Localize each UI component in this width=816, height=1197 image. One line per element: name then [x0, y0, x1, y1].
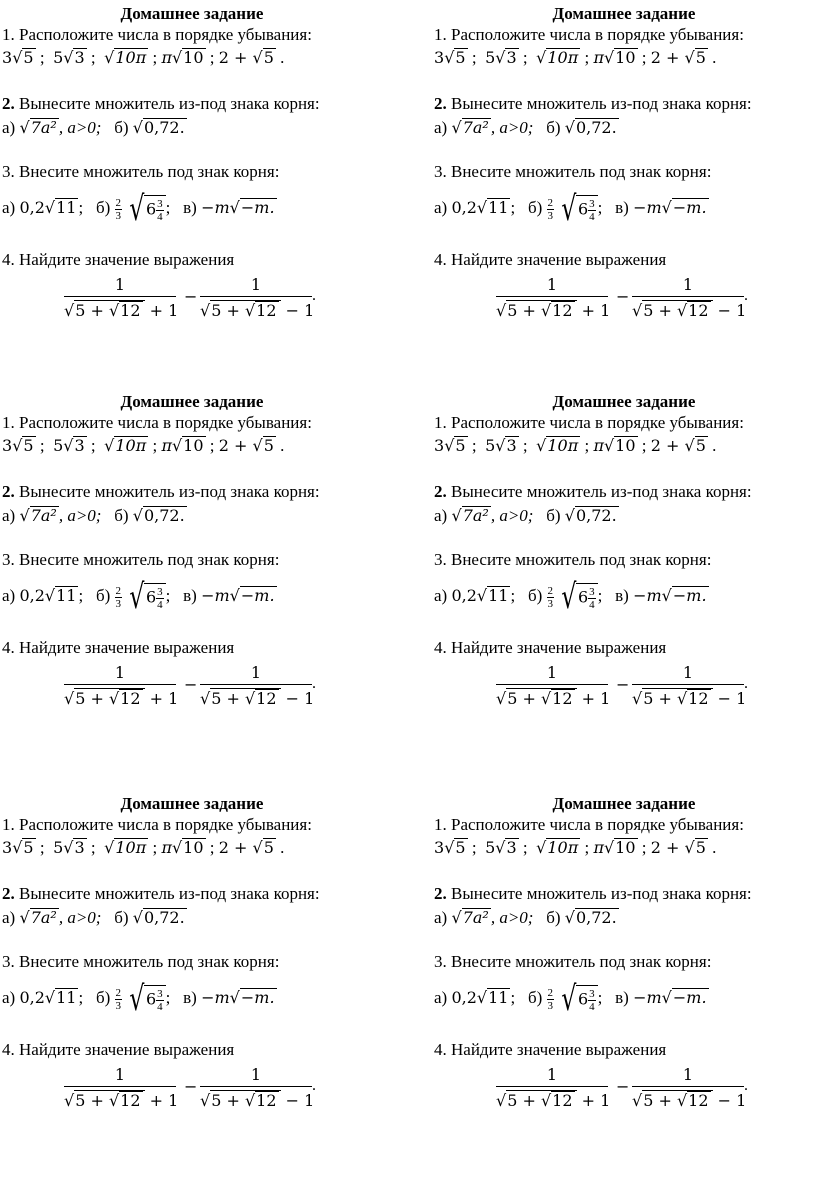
task-4-text: 4. Найдите значение выражения — [434, 638, 667, 657]
card-title: Домашнее задание — [552, 4, 696, 23]
card-title: Домашнее задание — [552, 794, 696, 813]
task-1-text: 1. Расположите числа в порядке убывания: — [2, 25, 312, 44]
task-3-text: 3. Внесите множитель под знак корня: — [434, 952, 712, 971]
homework-card — [434, 392, 814, 752]
task-2-items: а) √7a² , a>0; б) √0,72. — [434, 118, 617, 137]
fraction-2: 1 √5 + √12 − 1 — [200, 275, 315, 320]
task-2-items: а) √7a² , a>0; б) √0,72. — [434, 506, 617, 525]
homework-card — [2, 4, 382, 364]
task-2-items: а) √7a² , a>0; б) √0,72. — [434, 908, 617, 927]
fraction-2: 1 √5 + √12 − 1 — [632, 275, 747, 320]
task-2-text: 2. Вынесите множитель из-под знака корня: — [434, 482, 752, 501]
card-title: Домашнее задание — [552, 392, 696, 411]
task-3-items: а) 0,2√11 ; б) $\frac{2}{3}$ √6 $\frac{3}{4}$ ; в) −m√−m. — [2, 577, 275, 617]
task-3-text: 3. Внесите множитель под знак корня: — [434, 162, 712, 181]
task-2-text: 2. Вынесите множитель из-под знака корня: — [2, 94, 320, 113]
task-4-expression: 1 √5 + √12 + 1 − 1 √5 + √12 − 1 . — [496, 274, 756, 330]
fraction-2: 1 √5 + √12 − 1 — [200, 663, 315, 708]
task-3-text: 3. Внесите множитель под знак корня: — [434, 550, 712, 569]
task-3-items: а) 0,2√11 ; б) $\frac{2}{3}$ √6 $\frac{3}{4}$ ; в) −m√−m. — [434, 979, 707, 1019]
task-1-numbers: 3√5 ; 5√3 ; √10π ; π√10 ; 2 + √5 . — [2, 436, 285, 455]
task-3-text: 3. Внесите множитель под знак корня: — [2, 162, 280, 181]
task-3-text: 3. Внесите множитель под знак корня: — [2, 952, 280, 971]
task-3-items: а) 0,2√11 ; б) $\frac{2}{3}$ √6 $\frac{3}{4}$ ; в) −m√−m. — [2, 979, 275, 1019]
task-1-text: 1. Расположите числа в порядке убывания: — [434, 25, 744, 44]
task-3-items: а) 0,2√11 ; б) $\frac{2}{3}$ √6 $\frac{3}{4}$ ; в) −m√−m. — [2, 189, 275, 229]
fraction-2: 1 √5 + √12 − 1 — [200, 1065, 315, 1110]
task-4-text: 4. Найдите значение выражения — [2, 1040, 235, 1059]
fraction-1: 1 √5 + √12 + 1 — [64, 663, 179, 708]
task-3-items: а) 0,2√11 ; б) $\frac{2}{3}$ √6 $\frac{3}{4}$ ; в) −m√−m. — [434, 189, 707, 229]
task-4-text: 4. Найдите значение выражения — [434, 1040, 667, 1059]
task-2-items: а) √7a² , a>0; б) √0,72. — [2, 908, 185, 927]
card-title: Домашнее задание — [120, 4, 264, 23]
task-1-text: 1. Расположите числа в порядке убывания: — [2, 815, 312, 834]
homework-card — [2, 392, 382, 752]
task-4-expression: 1 √5 + √12 + 1 − 1 √5 + √12 − 1 . — [64, 274, 324, 330]
card-title: Домашнее задание — [120, 794, 264, 813]
fraction-1: 1 √5 + √12 + 1 — [64, 275, 179, 320]
task-4-expression: 1 √5 + √12 + 1 − 1 √5 + √12 − 1 . — [496, 662, 756, 718]
task-4-text: 4. Найдите значение выражения — [2, 638, 235, 657]
task-1-text: 1. Расположите числа в порядке убывания: — [434, 413, 744, 432]
fraction-2: 1 √5 + √12 − 1 — [632, 1065, 747, 1110]
task-1-numbers: 3√5 ; 5√3 ; √10π ; π√10 ; 2 + √5 . — [434, 48, 717, 67]
homework-card — [2, 794, 382, 1154]
task-1-numbers: 3√5 ; 5√3 ; √10π ; π√10 ; 2 + √5 . — [2, 838, 285, 857]
fraction-1: 1 √5 + √12 + 1 — [496, 663, 611, 708]
card-title: Домашнее задание — [120, 392, 264, 411]
task-4-text: 4. Найдите значение выражения — [2, 250, 235, 269]
fraction-1: 1 √5 + √12 + 1 — [64, 1065, 179, 1110]
fraction-1: 1 √5 + √12 + 1 — [496, 1065, 611, 1110]
homework-card — [434, 794, 814, 1154]
task-2-text: 2. Вынесите множитель из-под знака корня: — [2, 482, 320, 501]
task-4-expression: 1 √5 + √12 + 1 − 1 √5 + √12 − 1 . — [496, 1064, 756, 1120]
task-2-items: а) √7a² , a>0; б) √0,72. — [2, 118, 185, 137]
task-1-text: 1. Расположите числа в порядке убывания: — [2, 413, 312, 432]
task-2-items: а) √7a² , a>0; б) √0,72. — [2, 506, 185, 525]
fraction-2: 1 √5 + √12 − 1 — [632, 663, 747, 708]
task-1-text: 1. Расположите числа в порядке убывания: — [434, 815, 744, 834]
task-2-text: 2. Вынесите множитель из-под знака корня: — [2, 884, 320, 903]
task-1-numbers: 3√5 ; 5√3 ; √10π ; π√10 ; 2 + √5 . — [434, 436, 717, 455]
task-2-text: 2. Вынесите множитель из-под знака корня: — [434, 94, 752, 113]
fraction-1: 1 √5 + √12 + 1 — [496, 275, 611, 320]
task-4-text: 4. Найдите значение выражения — [434, 250, 667, 269]
task-1-numbers: 3√5 ; 5√3 ; √10π ; π√10 ; 2 + √5 . — [434, 838, 717, 857]
task-4-expression: 1 √5 + √12 + 1 − 1 √5 + √12 − 1 . — [64, 662, 324, 718]
homework-card — [434, 4, 814, 364]
task-4-expression: 1 √5 + √12 + 1 − 1 √5 + √12 − 1 . — [64, 1064, 324, 1120]
task-1-numbers: 3√5 ; 5√3 ; √10π ; π√10 ; 2 + √5 . — [2, 48, 285, 67]
task-3-text: 3. Внесите множитель под знак корня: — [2, 550, 280, 569]
task-3-items: а) 0,2√11 ; б) $\frac{2}{3}$ √6 $\frac{3}{4}$ ; в) −m√−m. — [434, 577, 707, 617]
task-2-text: 2. Вынесите множитель из-под знака корня: — [434, 884, 752, 903]
